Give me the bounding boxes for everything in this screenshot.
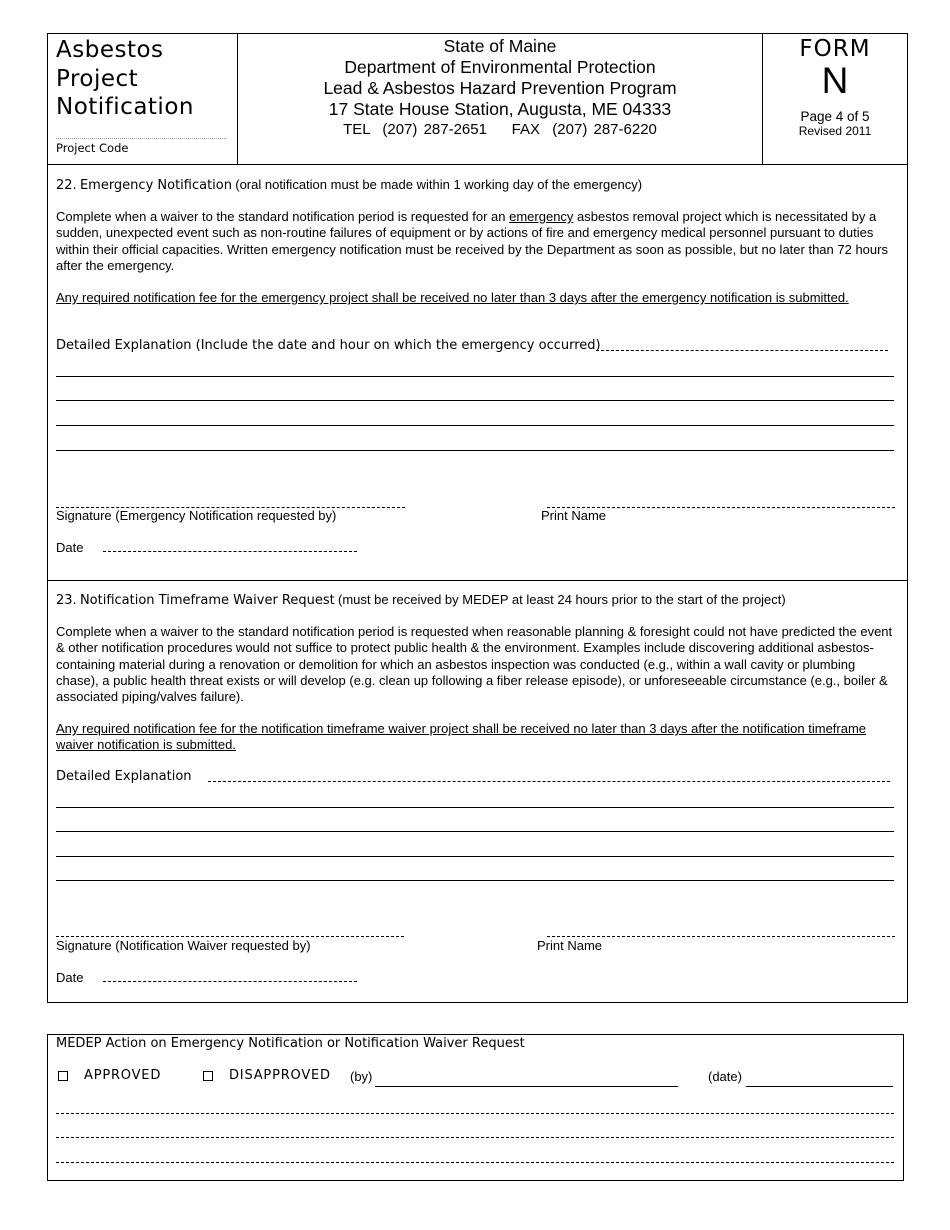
section-title-note: (must be received by MEDEP at least 24 hours prior to the start of the project) bbox=[337, 592, 786, 607]
explanation-line[interactable] bbox=[56, 880, 894, 881]
explanation-label: Detailed Explanation (Include the date and hour on which the emergency occurred) bbox=[56, 338, 601, 353]
section-instructions: Complete when a waiver to the standard notification period is requested when reasonable planning & foresight could not have predicted the event & other notification procedures would not suffice to protect public health & the environment. Examples include discovering additional asbestos-containing material during a renovation or demolition for which an asbestos inspection was conducted (e.g., within a wall cavity or plumbing chase), a public health threat exists or will develop (e.g. clean up following a fiber release episode), or unforeseeable circumstance (e.g., boiler & associated piping/valves failure). bbox=[56, 624, 893, 705]
date-field[interactable] bbox=[103, 969, 357, 987]
form-title-cell bbox=[48, 34, 238, 164]
project-code-label: Project Code bbox=[56, 141, 129, 155]
section-title: Notification Timeframe Waiver Request bbox=[79, 593, 335, 608]
form-title-line: Asbestos bbox=[56, 37, 164, 63]
agency-program: Lead & Asbestos Hazard Prevention Program bbox=[323, 78, 677, 98]
explanation-line[interactable] bbox=[56, 400, 894, 401]
agency-phone-fax: TEL (207) 287-2651 FAX (207) 287-6220 bbox=[343, 121, 657, 138]
section-instructions bbox=[56, 209, 901, 274]
section-title-note: (oral notification must be made within 1 working day of the emergency) bbox=[235, 177, 643, 192]
agency-block bbox=[238, 34, 763, 164]
agency-state: State of Maine bbox=[443, 36, 557, 56]
section-number: 23. bbox=[56, 593, 77, 608]
page-number: Page 4 of 5 bbox=[800, 109, 870, 124]
section-timeframe-waiver bbox=[47, 580, 908, 1003]
fee-note: Any required notification fee for the emergency project shall be received no later than 3 days after the emergency notification is submitted. bbox=[56, 290, 849, 305]
section-number: 22. bbox=[56, 178, 77, 193]
explanation-line[interactable] bbox=[56, 807, 894, 808]
instructions-text: asbestos removal project which is necessitated by a sudden, unexpected event such as non-routine failures of equipment or by actions of fire and emergency medical personnel pursuant to duties within their official capacities. Written emergency notification must be received by the Department as soon as possible, but no later than 72 hours after the emergency. bbox=[56, 209, 888, 273]
medep-action-title: MEDEP Action on Emergency Notification or Notification Waiver Request bbox=[56, 1036, 525, 1051]
approved-label: APPROVED bbox=[84, 1068, 162, 1083]
form-word: FORM bbox=[799, 36, 871, 62]
action-date-label: (date) bbox=[708, 1069, 742, 1084]
explanation-field-first-line[interactable] bbox=[208, 769, 890, 787]
print-name-label: Print Name bbox=[541, 508, 607, 523]
date-label: Date bbox=[56, 970, 84, 985]
disapproved-checkbox[interactable] bbox=[203, 1071, 213, 1081]
date-field[interactable] bbox=[103, 539, 357, 557]
section-title: Emergency Notification bbox=[79, 178, 232, 193]
signature-label: Signature (Emergency Notification requested by) bbox=[56, 508, 337, 523]
medep-comment-line[interactable] bbox=[56, 1137, 894, 1138]
form-letter: N bbox=[821, 60, 849, 101]
print-name-label: Print Name bbox=[537, 938, 603, 953]
section-emergency-notification bbox=[47, 165, 908, 581]
explanation-line[interactable] bbox=[56, 450, 894, 451]
by-label: (by) bbox=[350, 1069, 373, 1084]
form-title-line: Notification bbox=[56, 94, 194, 120]
explanation-line[interactable] bbox=[56, 856, 894, 857]
explanation-line[interactable] bbox=[56, 376, 894, 377]
project-code-field[interactable] bbox=[56, 138, 227, 139]
instructions-emphasis: emergency bbox=[509, 209, 574, 224]
action-date-field[interactable] bbox=[746, 1069, 893, 1087]
form-header bbox=[47, 33, 908, 165]
approved-checkbox[interactable] bbox=[58, 1071, 68, 1081]
fee-note: Any required notification fee for the notification timeframe waiver project shall be received no later than 3 days after the notification timeframe waiver notification is submitted. bbox=[56, 721, 867, 753]
explanation-label: Detailed Explanation bbox=[56, 769, 192, 784]
approved-by-field[interactable] bbox=[375, 1069, 678, 1087]
form-title-line: Project bbox=[56, 65, 139, 92]
form-title bbox=[56, 36, 194, 122]
form-id-cell bbox=[763, 34, 907, 164]
medep-action-box bbox=[47, 1034, 904, 1181]
revision-date: Revised 2011 bbox=[798, 124, 872, 138]
explanation-line[interactable] bbox=[56, 425, 894, 426]
date-label: Date bbox=[56, 540, 84, 555]
instructions-text: Complete when a waiver to the standard notification period is requested for an bbox=[56, 209, 510, 224]
section-heading bbox=[56, 592, 786, 609]
agency-address: 17 State House Station, Augusta, ME 04333 bbox=[328, 99, 672, 119]
section-heading bbox=[56, 177, 642, 194]
signature-label: Signature (Notification Waiver requested by) bbox=[56, 938, 311, 953]
medep-comment-line[interactable] bbox=[56, 1113, 894, 1114]
agency-department: Department of Environmental Protection bbox=[344, 57, 656, 77]
medep-comment-line[interactable] bbox=[56, 1162, 894, 1163]
disapproved-label: DISAPPROVED bbox=[229, 1068, 331, 1083]
explanation-field-first-line[interactable] bbox=[596, 338, 888, 356]
explanation-line[interactable] bbox=[56, 831, 894, 832]
